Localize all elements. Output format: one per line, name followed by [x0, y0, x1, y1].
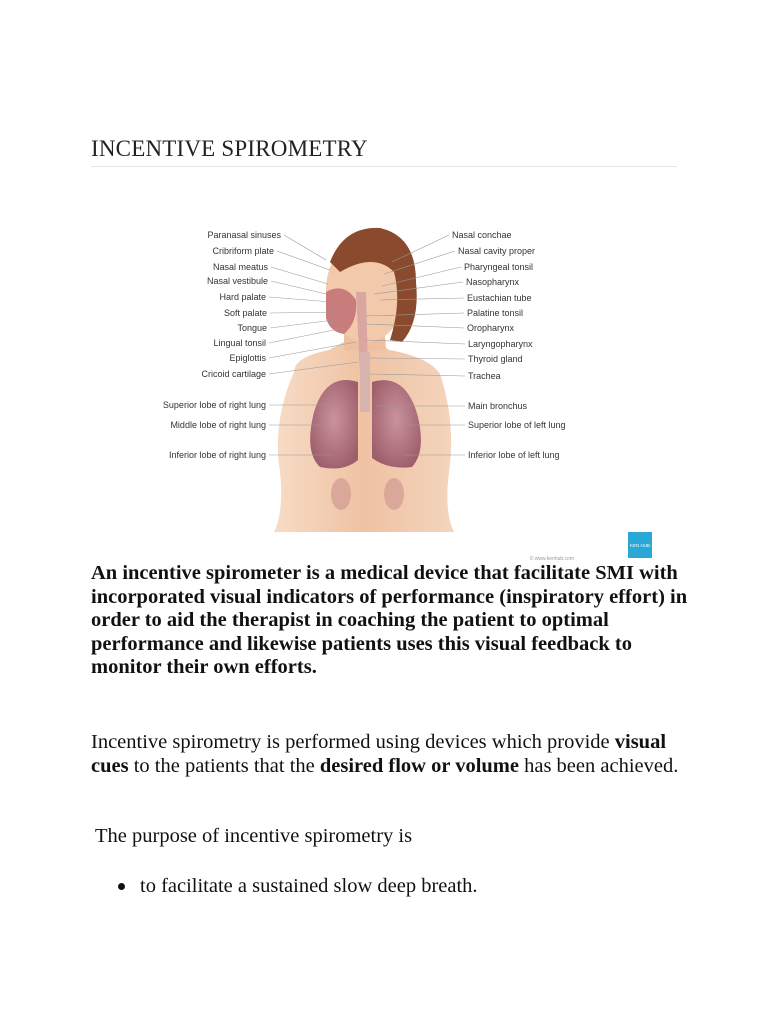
- label-left-0: Paranasal sinuses: [207, 230, 281, 240]
- right-labels: [452, 230, 566, 460]
- label-left-1: Cribriform plate: [212, 246, 274, 256]
- label-right-4: Eustachian tube: [467, 293, 532, 303]
- purpose-heading: The purpose of incentive spirometry is: [95, 825, 413, 847]
- para-text-3: has been achieved.: [518, 755, 679, 777]
- label-right-5: Palatine tonsil: [467, 308, 524, 318]
- label-right-0: Nasal conchae: [452, 230, 512, 240]
- para-bold-1: visual cues: [91, 731, 667, 777]
- label-right-9: Trachea: [468, 371, 501, 381]
- label-right-10: Main bronchus: [468, 401, 528, 411]
- label-right-1: Nasal cavity proper: [458, 246, 536, 256]
- label-left-7: Lingual tonsil: [213, 338, 266, 348]
- list-item-text: to facilitate a sustained slow deep breath.: [140, 875, 478, 897]
- label-left-10: Superior lobe of right lung: [162, 400, 266, 410]
- kenhub-logo-text: KEN HUB: [629, 543, 651, 548]
- label-left-9: Cricoid cartilage: [201, 369, 266, 379]
- respiratory-anatomy-figure: [144, 222, 656, 562]
- label-left-6: Tongue: [237, 323, 267, 333]
- figure-credit: © www.kenhub.com: [529, 556, 574, 562]
- lead-paragraph: An incentive spirometer is a medical device that facilitate SMI with incorporated visual indicators of performance (inspiratory effort) in order to aid the therapist in coaching the patient to optimal performance and likewise patients uses this visual feedback to monitor their own efforts.: [91, 562, 688, 678]
- page-title: INCENTIVE SPIROMETRY: [91, 136, 677, 167]
- trachea: [360, 352, 370, 412]
- label-left-2: Nasal meatus: [212, 262, 268, 272]
- label-right-12: Inferior lobe of left lung: [468, 450, 560, 460]
- bullet-icon: [118, 883, 125, 890]
- description-paragraph: [91, 730, 691, 778]
- label-left-3: Nasal vestibule: [206, 276, 268, 286]
- label-left-11: Middle lobe of right lung: [170, 420, 266, 430]
- purpose-list: [118, 874, 478, 898]
- left-labels: [163, 230, 282, 460]
- label-left-5: Soft palate: [223, 308, 267, 318]
- label-left-12: Inferior lobe of right lung: [168, 450, 266, 460]
- list-item: [118, 874, 478, 898]
- right-kidney: [331, 478, 351, 510]
- para-bold-2: desired flow or volume: [319, 755, 519, 777]
- para-text-2: to the patients that the: [128, 755, 320, 777]
- label-right-8: Thyroid gland: [468, 354, 523, 364]
- label-left-4: Hard palate: [219, 292, 266, 302]
- label-left-8: Epiglottis: [229, 353, 266, 363]
- label-right-11: Superior lobe of left lung: [468, 420, 566, 430]
- para-text-1: Incentive spirometry is performed using devices which provide: [91, 731, 615, 753]
- label-right-2: Pharyngeal tonsil: [464, 262, 534, 272]
- label-right-7: Laryngopharynx: [468, 339, 533, 349]
- left-kidney: [384, 478, 404, 510]
- label-right-6: Oropharynx: [467, 323, 515, 333]
- label-right-3: Nasopharynx: [466, 277, 520, 287]
